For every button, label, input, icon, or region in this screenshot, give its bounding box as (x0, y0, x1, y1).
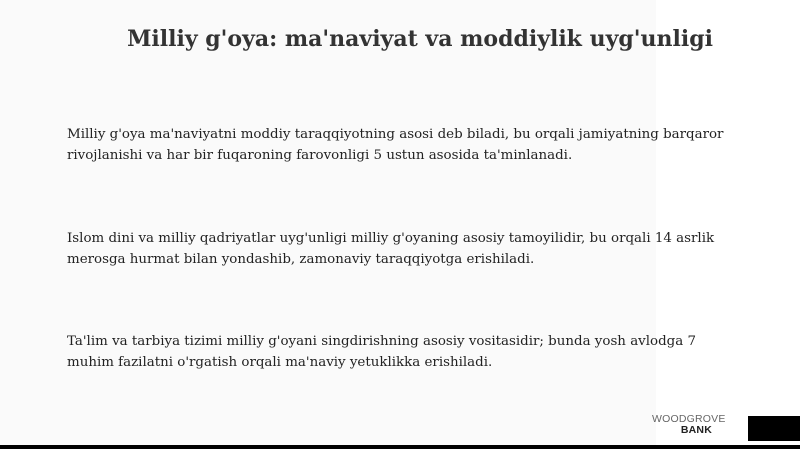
logo-line-bank: BANK (680, 424, 712, 436)
slide-canvas-right (656, 0, 800, 445)
paragraph-2: Islom dini va milliy qadriyatlar uyg'unligi milliy g'oyaning asosiy tamoyilidir, bu orqali 14 asrlik merosga hurmat bilan yondashib, zamonaviy taraqqiyotga erishiladi. (67, 231, 715, 267)
slide-title: Milliy g'oya: ma'naviyat va moddiylik uyg'unligi (127, 26, 713, 52)
paragraph-1: Milliy g'oya ma'naviyatni moddiy taraqqiyotning asosi deb biladi, bu orqali jamiyatning barqaror rivojlanishi va har bir fuqaroning farovonligi 5 ustun asosida ta'minlanadi. (67, 127, 724, 163)
woodgrove-bank-logo (652, 413, 726, 436)
paragraph-3: Ta'lim va tarbiya tizimi milliy g'oyani singdirishning asosiy vositasidir; bunda yosh avlodga 7 muhim fazilatni o'rgatish orqali ma'naviy yetuklikka erishiladi. (67, 334, 696, 370)
logo-line-woodgrove: WOODGROVE (652, 413, 726, 425)
corner-black-box (748, 416, 800, 441)
